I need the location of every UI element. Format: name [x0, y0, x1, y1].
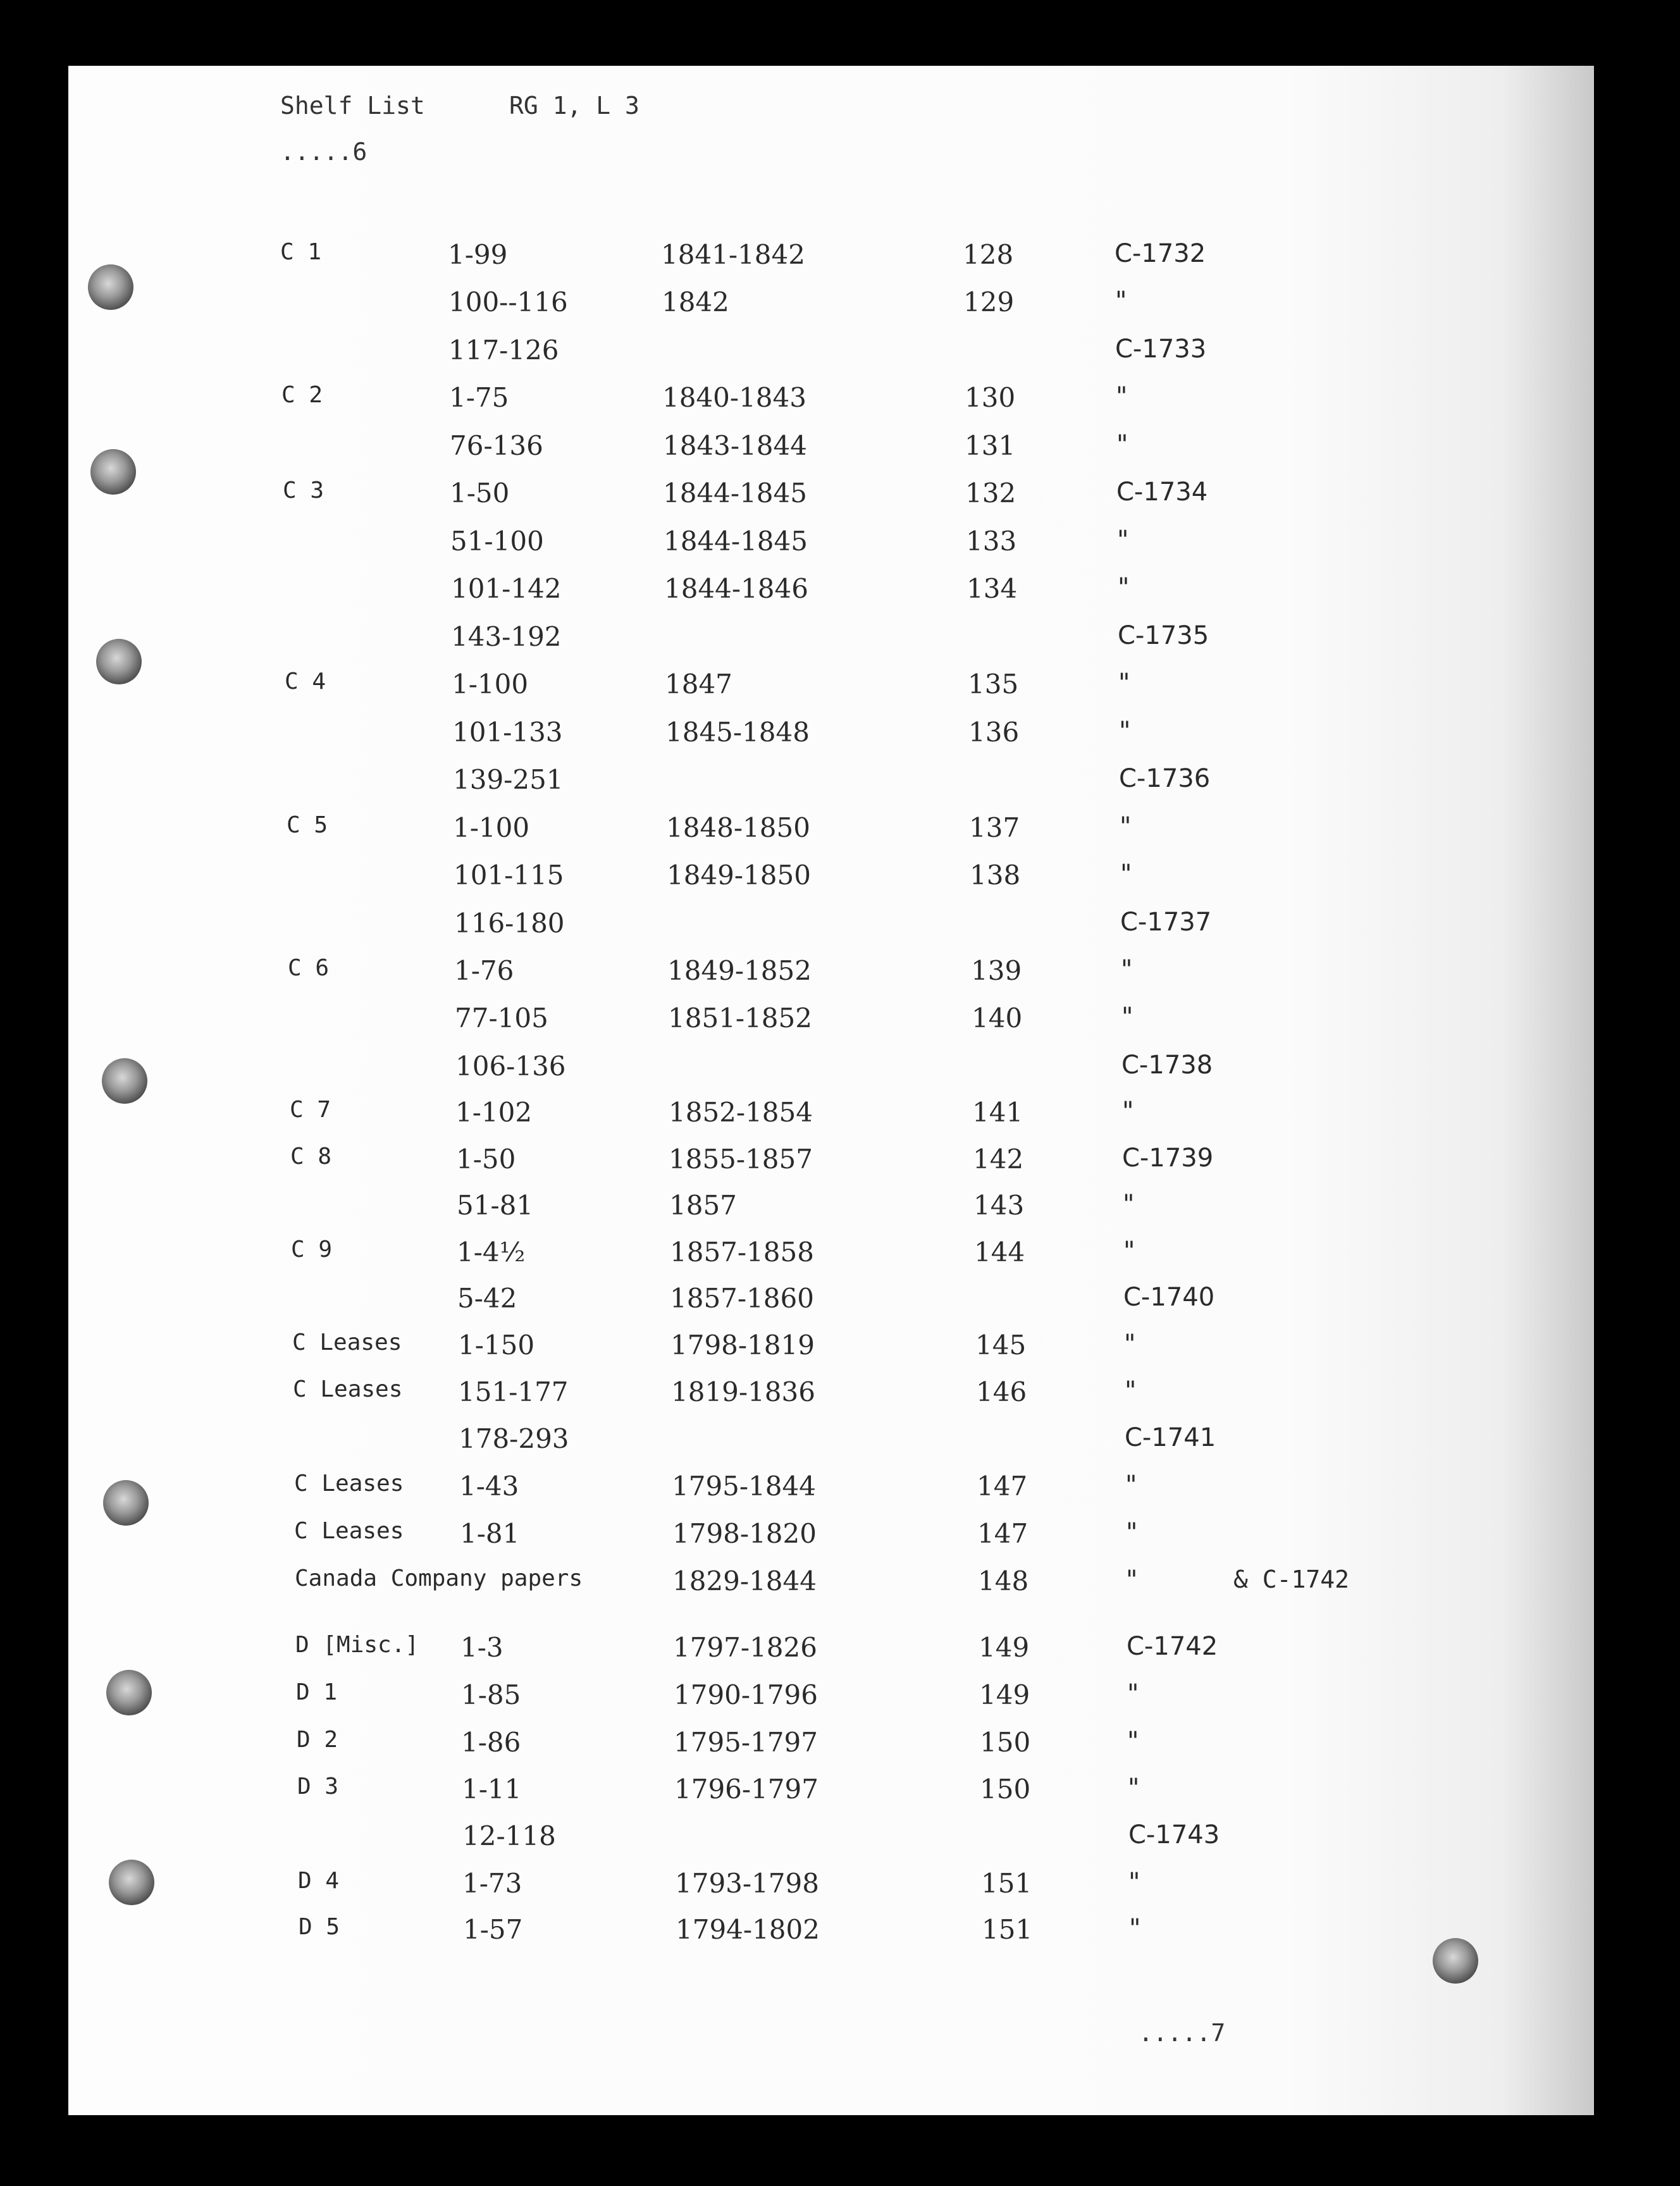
dates-cell: 1840-1843: [662, 382, 806, 413]
volume-cell: 149: [979, 1632, 1030, 1663]
series-cell: D 1: [296, 1679, 338, 1705]
series-cell: D [Misc.]: [295, 1632, 419, 1658]
table-row: [0, 860, 1680, 904]
series-cell: C Leases: [292, 1330, 402, 1355]
next-page-marker: .....7: [1139, 2019, 1226, 2047]
dates-cell: 1844-1845: [664, 526, 808, 557]
reel-cell: C-1740: [1123, 1283, 1215, 1312]
range-cell: 1-100: [452, 669, 529, 700]
reel-cell: C-1732: [1115, 239, 1206, 268]
range-cell: 1-43: [459, 1471, 519, 1502]
table-row: [0, 908, 1680, 952]
table-row: [0, 1051, 1680, 1095]
range-cell: 151-177: [458, 1376, 569, 1407]
volume-cell: 139: [971, 955, 1022, 986]
volume-cell: 149: [979, 1679, 1030, 1710]
dates-cell: 1852-1854: [669, 1097, 813, 1128]
range-cell: 1-100: [453, 812, 530, 843]
series-cell: C 6: [288, 955, 330, 981]
volume-cell: 150: [980, 1727, 1031, 1758]
table-row: [0, 1097, 1680, 1141]
reel-cell: C-1738: [1121, 1051, 1213, 1080]
volume-cell: 151: [981, 1868, 1032, 1899]
dates-cell: 1855-1857: [669, 1144, 813, 1175]
range-cell: 178-293: [459, 1423, 569, 1454]
range-cell: 100--116: [448, 287, 568, 318]
range-cell: 1-50: [456, 1144, 516, 1175]
range-cell: 1-50: [450, 478, 510, 509]
volume-cell: 132: [965, 478, 1016, 509]
table-row: [0, 621, 1680, 665]
dates-cell: 1844-1845: [663, 478, 807, 509]
dates-cell: 1849-1850: [667, 860, 811, 891]
reel-cell: C-1737: [1120, 908, 1212, 937]
reel-cell: ": [1117, 526, 1129, 555]
table-row: [0, 1330, 1680, 1374]
dates-cell: 1829-1844: [672, 1565, 817, 1596]
reel-cell: ": [1127, 1679, 1139, 1708]
dates-cell: 1790-1796: [674, 1679, 818, 1710]
series-cell: Canada Company papers: [295, 1565, 583, 1591]
series-cell: D 3: [297, 1774, 339, 1800]
dates-cell: 1794-1802: [676, 1914, 820, 1945]
range-cell: 1-75: [449, 382, 509, 413]
reel-cell: ": [1118, 573, 1130, 602]
series-cell: C 3: [283, 478, 324, 503]
table-row: [0, 1283, 1680, 1327]
range-cell: 106-136: [455, 1051, 566, 1082]
range-cell: 1-102: [455, 1097, 533, 1128]
reel-cell: ": [1125, 1376, 1137, 1405]
dates-cell: 1848-1850: [666, 812, 810, 843]
reel-cell: ": [1126, 1518, 1138, 1547]
volume-cell: 137: [969, 812, 1020, 843]
series-cell: C 8: [290, 1144, 332, 1170]
dates-cell: 1843-1844: [663, 430, 807, 461]
range-cell: 143-192: [451, 621, 562, 652]
range-cell: 101-142: [451, 573, 562, 604]
range-cell: 1-150: [458, 1330, 535, 1361]
reel-cell: ": [1125, 1471, 1137, 1500]
table-row: [0, 1727, 1680, 1771]
volume-cell: 134: [967, 573, 1018, 604]
range-cell: 1-4½: [457, 1237, 526, 1268]
range-cell: 12-118: [462, 1820, 556, 1851]
range-cell: 101-133: [452, 717, 563, 748]
series-cell: C 4: [285, 669, 326, 695]
volume-cell: 147: [977, 1471, 1028, 1502]
reel-cell: ": [1123, 1190, 1135, 1219]
volume-cell: 128: [963, 239, 1014, 270]
dates-cell: 1845-1848: [665, 717, 810, 748]
range-cell: 116-180: [454, 908, 565, 939]
dates-cell: 1857-1858: [670, 1237, 814, 1268]
dates-cell: 1851-1852: [668, 1003, 812, 1034]
series-cell: C 9: [291, 1237, 333, 1263]
dates-cell: 1857-1860: [670, 1283, 814, 1314]
series-cell: C Leases: [294, 1471, 404, 1497]
dates-cell: 1798-1819: [670, 1330, 815, 1361]
volume-cell: 129: [963, 287, 1015, 318]
table-row: [0, 335, 1680, 379]
reel-cell: C-1733: [1115, 335, 1207, 364]
reel-cell: C-1736: [1119, 764, 1211, 793]
range-cell: 76-136: [450, 430, 543, 461]
dates-cell: 1798-1820: [672, 1518, 817, 1549]
reel-cell: C-1742: [1127, 1632, 1218, 1661]
page-marker: .....6: [280, 138, 368, 166]
volume-cell: 138: [970, 860, 1021, 891]
range-cell: 1-81: [460, 1518, 520, 1549]
volume-cell: 150: [980, 1774, 1031, 1805]
dates-cell: 1857: [669, 1190, 737, 1221]
volume-cell: 133: [966, 526, 1017, 557]
table-row: [0, 1471, 1680, 1515]
shelf-list-title: Shelf List: [280, 92, 425, 120]
reel-cell: C-1739: [1122, 1144, 1214, 1173]
volume-cell: 151: [982, 1914, 1033, 1945]
table-row: [0, 717, 1680, 761]
table-row: [0, 812, 1680, 856]
table-row: [0, 382, 1680, 426]
volume-cell: 130: [965, 382, 1016, 413]
table-row: [0, 1190, 1680, 1234]
series-cell: C Leases: [293, 1376, 403, 1402]
dates-cell: 1796-1797: [674, 1774, 818, 1805]
volume-cell: 147: [977, 1518, 1028, 1549]
reel-cell: ": [1119, 717, 1131, 746]
dates-cell: 1842: [662, 287, 729, 318]
table-row: [0, 239, 1680, 283]
dates-cell: 1793-1798: [675, 1868, 819, 1899]
reel-cell: ": [1121, 955, 1133, 984]
table-row: [0, 430, 1680, 474]
reel-cell: ": [1116, 430, 1128, 459]
series-cell: C 2: [281, 382, 323, 408]
dates-cell: 1841-1842: [661, 239, 805, 270]
range-cell: 1-76: [454, 955, 514, 986]
table-row: [0, 1820, 1680, 1865]
table-row: [0, 1376, 1680, 1421]
reel-cell: C-1734: [1116, 478, 1208, 507]
dates-cell: 1819-1836: [671, 1376, 815, 1407]
reel-cell: ": [1120, 860, 1132, 889]
volume-cell: 140: [972, 1003, 1023, 1034]
table-row: [0, 526, 1680, 570]
range-cell: 51-81: [457, 1190, 534, 1221]
table-row: [0, 1632, 1680, 1676]
table-row: [0, 1914, 1680, 1958]
volume-cell: 135: [968, 669, 1019, 700]
table-row: [0, 1237, 1680, 1281]
table-row: [0, 955, 1680, 999]
reel-cell: C-1735: [1118, 621, 1209, 650]
table-row: [0, 287, 1680, 331]
reel-cell: ": [1127, 1727, 1139, 1756]
range-cell: 1-11: [462, 1774, 522, 1805]
reel-cell: ": [1124, 1330, 1136, 1359]
dates-cell: 1849-1852: [667, 955, 812, 986]
range-cell: 5-42: [457, 1283, 517, 1314]
reel-cell: C-1741: [1125, 1423, 1216, 1452]
dates-cell: 1847: [665, 669, 732, 700]
reel-cell: ": [1128, 1774, 1140, 1803]
record-group-reference: RG 1, L 3: [509, 92, 639, 120]
dates-cell: 1795-1797: [674, 1727, 818, 1758]
table-row: [0, 1003, 1680, 1047]
reel-cell: ": [1129, 1914, 1141, 1943]
dates-cell: 1844-1846: [664, 573, 808, 604]
range-cell: 1-86: [461, 1727, 521, 1758]
range-cell: 1-73: [462, 1868, 522, 1899]
range-cell: 1-99: [448, 239, 508, 270]
range-cell: 1-85: [461, 1679, 521, 1710]
range-cell: 101-115: [454, 860, 564, 891]
reel-cell: ": [1120, 812, 1132, 841]
series-cell: D 5: [299, 1914, 340, 1940]
volume-cell: 144: [974, 1237, 1025, 1268]
volume-cell: 142: [973, 1144, 1024, 1175]
reel-cell: ": [1128, 1868, 1140, 1897]
extra-cell: & C-1742: [1233, 1565, 1350, 1593]
range-cell: 77-105: [455, 1003, 548, 1034]
volume-cell: 136: [968, 717, 1020, 748]
range-cell: 1-57: [463, 1914, 523, 1945]
reel-cell: ": [1123, 1237, 1135, 1266]
dates-cell: 1795-1844: [672, 1471, 816, 1502]
reel-cell: ": [1115, 287, 1127, 316]
volume-cell: 143: [973, 1190, 1025, 1221]
reel-cell: ": [1118, 669, 1130, 698]
range-cell: 139-251: [453, 764, 564, 795]
range-cell: 117-126: [448, 335, 559, 366]
table-row: [0, 1423, 1680, 1467]
volume-cell: 131: [965, 430, 1016, 461]
volume-cell: 141: [972, 1097, 1023, 1128]
series-cell: C 1: [280, 239, 322, 265]
table-row: [0, 669, 1680, 713]
table-row: [0, 1518, 1680, 1562]
table-row: [0, 1774, 1680, 1818]
range-cell: 51-100: [450, 526, 544, 557]
range-cell: 1-3: [460, 1632, 503, 1663]
series-cell: D 2: [297, 1727, 338, 1753]
series-cell: C 7: [290, 1097, 331, 1123]
series-cell: C 5: [287, 812, 328, 838]
volume-cell: 148: [978, 1565, 1029, 1596]
table-row: [0, 1144, 1680, 1188]
table-row: [0, 573, 1680, 617]
reel-cell: ": [1121, 1003, 1133, 1032]
volume-cell: 146: [976, 1376, 1027, 1407]
reel-cell: C-1743: [1128, 1820, 1220, 1849]
reel-cell: ": [1126, 1565, 1138, 1595]
table-row: [0, 1679, 1680, 1724]
table-row: [0, 1868, 1680, 1912]
table-row: [0, 764, 1680, 808]
volume-cell: 145: [975, 1330, 1027, 1361]
dates-cell: 1797-1826: [673, 1632, 817, 1663]
reel-cell: ": [1116, 382, 1128, 411]
table-row: [0, 478, 1680, 522]
reel-cell: ": [1122, 1097, 1134, 1126]
series-cell: D 4: [298, 1868, 340, 1894]
table-row: [0, 1565, 1680, 1610]
series-cell: C Leases: [294, 1518, 404, 1544]
